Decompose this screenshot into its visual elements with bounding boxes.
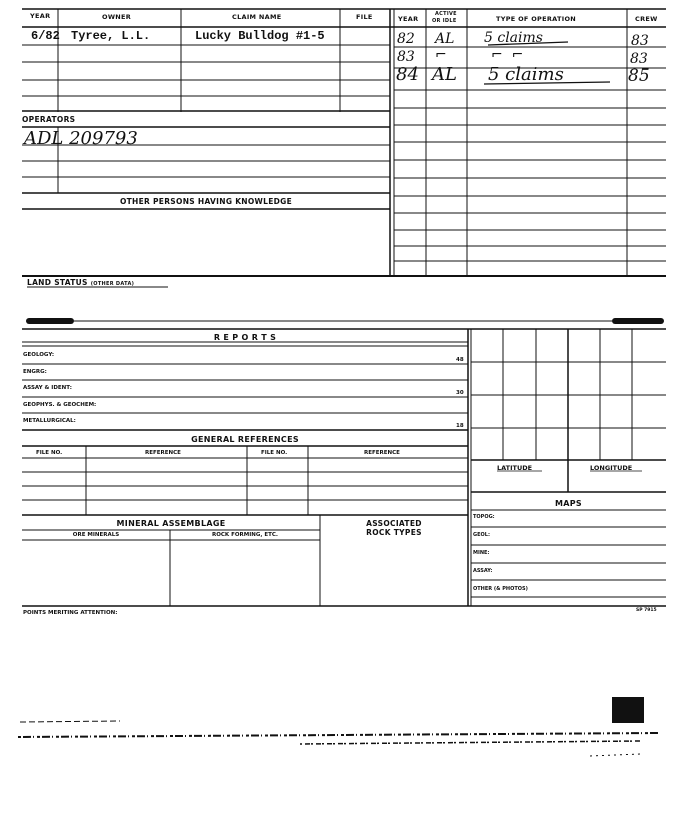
activity-row3-status: AL <box>432 64 457 85</box>
maps-mine-label: MINE: <box>473 550 490 556</box>
associated-rock-types-line1: ASSOCIATED <box>366 519 422 528</box>
operators-entry: ADL 209793 <box>24 128 138 149</box>
reports-title: R E P O R T S <box>213 333 277 342</box>
activity-type-header: TYPE OF OPERATION <box>496 15 577 23</box>
claims-row1-year: 6/82 <box>31 29 60 43</box>
report-geology-num: 48 <box>456 357 464 363</box>
maps-topog-label: TOPOG: <box>473 514 495 520</box>
associated-rock-types-line2: ROCK TYPES <box>366 528 422 537</box>
claims-owner-header: OWNER <box>102 13 132 21</box>
activity-active-header-1: ACTIVE <box>435 11 457 17</box>
gen-ref-file-no-2: FILE NO. <box>261 450 288 456</box>
activity-row2-crew: 83 <box>630 51 648 67</box>
operators-title: OPERATORS <box>22 115 76 124</box>
activity-row1-crew: 83 <box>631 33 649 49</box>
claims-name-header: CLAIM NAME <box>232 13 282 21</box>
activity-row2-ditto: ⌐ <box>435 47 447 63</box>
gen-ref-reference-1: REFERENCE <box>145 450 181 456</box>
maps-geol-label: GEOL: <box>473 532 490 538</box>
claims-row1-claim-name: Lucky Bulldog #1-5 <box>195 29 325 43</box>
land-status-subtitle: (OTHER DATA) <box>90 281 135 287</box>
activity-row3-crew: 85 <box>628 66 650 86</box>
report-geophys-label: GEOPHYS. & GEOCHEM: <box>23 402 97 408</box>
report-metallurgical-num: 18 <box>456 423 464 429</box>
claims-row1-owner: Tyree, L.L. <box>71 29 151 43</box>
form-code: SP 7915 <box>636 608 657 613</box>
land-status-title <box>27 278 134 287</box>
activity-crew-header: CREW <box>635 15 658 23</box>
activity-row2-year: 83 <box>397 49 415 65</box>
maps-other-label: OTHER (& PHOTOS) <box>473 586 528 592</box>
longitude-label: LONGITUDE <box>590 464 633 472</box>
activity-row1-year: 82 <box>397 31 415 47</box>
maps-assay-label: ASSAY: <box>473 568 493 574</box>
report-geology-label: GEOLOGY: <box>23 352 55 358</box>
claims-year-header: YEAR <box>30 12 51 20</box>
activity-active-header-2: OR IDLE <box>432 18 457 24</box>
activity-row2-ditto-type: ⌐ ⌐ <box>491 47 524 63</box>
points-meriting-attention: POINTS MERITING ATTENTION: <box>23 610 118 616</box>
land-status-label: LAND STATUS <box>27 278 88 287</box>
rock-forming-header: ROCK FORMING, ETC. <box>211 532 279 538</box>
general-references-title: GENERAL REFERENCES <box>191 435 299 444</box>
latitude-label: LATITUDE <box>497 464 533 472</box>
report-assay-label: ASSAY & IDENT: <box>23 385 72 391</box>
activity-row1-type: 5 claims <box>484 30 543 46</box>
mineral-assemblage-title: MINERAL ASSEMBLAGE <box>116 519 226 528</box>
knowledge-title: OTHER PERSONS HAVING KNOWLEDGE <box>119 197 293 206</box>
activity-row1-status: AL <box>435 31 455 47</box>
activity-row3-year: 84 <box>396 64 419 85</box>
ore-minerals-header: ORE MINERALS <box>72 532 120 538</box>
gen-ref-reference-2: REFERENCE <box>364 450 400 456</box>
maps-title: MAPS <box>555 499 582 508</box>
gen-ref-file-no-1: FILE NO. <box>36 450 63 456</box>
report-metallurgical-label: METALLURGICAL: <box>23 418 76 424</box>
claims-file-header: FILE <box>356 13 373 21</box>
report-assay-num: 30 <box>456 390 464 396</box>
activity-year-header: YEAR <box>398 15 419 23</box>
activity-row3-type: 5 claims <box>488 64 564 85</box>
report-engrg-label: ENGRG: <box>23 369 47 375</box>
